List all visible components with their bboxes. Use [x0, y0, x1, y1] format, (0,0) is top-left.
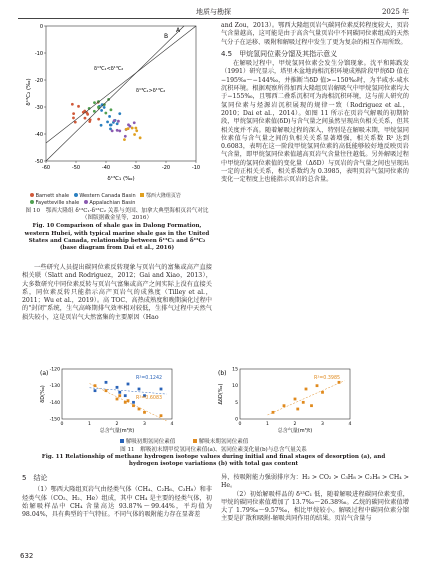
legend-initial: 解吸初期氢同位素值: [125, 439, 176, 445]
paragraph: 一些研究人员提出碳同位素反转现象与页岩气的富集或高产直接相关联（Slatt and Rodriguez，2012；Gai and Xiao，2013），大多数研究中同位素反转与页岩气富集或高产之间实际上没有直接关系，同位素反转只能指示高产页岩气的成熟度（Tilley et al.，2011；Wu et al.，2019）。高 TOC、高热成熟度和晚期演化过程中的"封闭"系统，生气高峰期排气效率相对较低，生排气过程中天然气损失较小，这是页岩气大然富集的主要原因（Hao: [22, 264, 212, 321]
data-point: [72, 117, 75, 120]
y-tick-label: -40: [34, 132, 43, 138]
y-tick-label: -30: [34, 105, 43, 111]
y-tick-label: -150: [49, 417, 60, 423]
data-point: [93, 110, 96, 113]
x-tick-label: -20: [161, 165, 171, 171]
x-tick-label: 1: [88, 422, 91, 427]
x-axis-label: 总含气量(m³/t): [99, 428, 135, 434]
y-tick-label: 0: [235, 417, 238, 423]
data-point: [310, 404, 313, 407]
y-tick-label: -140: [49, 400, 60, 406]
legend-barnett: Barnett shale: [35, 193, 70, 199]
data-point: [100, 124, 103, 127]
y-axis-label: ΔδD(‰): [218, 383, 224, 405]
data-point: [139, 136, 142, 139]
fig10-caption-en-wrap: [22, 223, 212, 252]
x-tick-label: -30: [131, 165, 141, 171]
data-point: [100, 109, 103, 112]
x-tick-label: 2: [115, 422, 119, 427]
data-point: [105, 389, 108, 392]
fig10-ylabel: δ¹³C₂ (‰): [26, 78, 32, 106]
data-point: [94, 384, 97, 387]
y-tick-label: 15: [232, 367, 238, 373]
data-point: [316, 384, 319, 387]
data-point: [116, 122, 119, 125]
x-tick-label: 3: [321, 422, 324, 427]
data-point: [133, 121, 136, 124]
fig11-caption: [30, 447, 397, 469]
x-tick-label: 2: [293, 422, 297, 427]
x-tick-label: 0: [60, 422, 64, 427]
data-point: [116, 129, 119, 132]
paragraph: （2）初始解吸样品的 δ¹³C₁ 低，随着解吸进程碳同位素变重，甲烷的碳同位素值增加了 13.7‰～26.38‰。乙烷的碳同位素值增大了 1.79‰～9.57‰，相比甲烷较小。解吸过程中碳同位素分馏主要是扩散和吸附-解吸共同作用的结果。页岩气含量与: [221, 490, 409, 523]
x-tick-label: -10: [191, 165, 201, 171]
section-heading: 4.5 甲烷氢同位素分馏及其指示意义: [221, 49, 338, 58]
data-point: [94, 389, 97, 392]
data-point: [118, 112, 121, 115]
y-tick-label: 5: [235, 400, 238, 406]
data-point: [283, 404, 286, 407]
data-point: [113, 119, 116, 122]
fig10-caption-en: Comparison of shale gas in Dalong Formation, western Hubei, with typical marine shale gas in the United States and Canada, relationship between δ¹³C₁ and δ¹³C₂ (base diagram from Dai et al., 2016): [24, 223, 210, 252]
y-tick-label: -50: [34, 159, 43, 165]
data-point: [118, 391, 121, 394]
label-a: A: [176, 27, 181, 34]
r2-annotation: R²=0.1242: [136, 376, 163, 381]
x-tick-label: -50: [71, 165, 81, 171]
data-point: [127, 383, 130, 386]
data-point: [111, 129, 114, 132]
legend-dot-icon: [84, 200, 88, 204]
x-tick-label: 4: [170, 422, 174, 427]
data-point: [296, 408, 299, 411]
section-heading: 5 结论: [22, 474, 48, 482]
legend-fayetteville: Fayetteville shale: [35, 200, 80, 206]
legend-square-icon: [120, 439, 124, 443]
legend-dot-icon: [30, 200, 34, 204]
x-tick-label: -40: [101, 165, 111, 171]
y-tick-label: -10: [34, 51, 43, 57]
fig10-legend: [30, 193, 220, 207]
data-point: [272, 411, 275, 414]
legend-dot-icon: [140, 193, 144, 197]
fig11-caption-en: Relationship of methane hydrogen isotope values during initial and final stages of desorption (a), and hydrogen isotope variations (b) with total gas content: [65, 454, 386, 468]
legend-dot-icon: [30, 193, 34, 197]
data-point: [106, 120, 109, 123]
data-point: [104, 112, 107, 115]
paragraph: and Zou，2013）。鄂西大隆组页岩气碳同位素反转程度较大，页岩气含量越高，这可能是由于高含气量页岩中不同碳同位素组成的天然气分子在运移、吸附和解吸过程中发生了更为复杂的相互作用所致。: [221, 22, 409, 46]
data-point: [138, 388, 141, 391]
data-point: [127, 399, 130, 402]
data-point: [124, 401, 127, 404]
legend-dot-icon: [74, 193, 78, 197]
data-point: [302, 401, 305, 404]
x-axis-label: 总含气量(m³/t): [277, 428, 313, 434]
fig11-legend: [120, 437, 248, 445]
fig10-chart: [24, 22, 204, 192]
right-column: [221, 22, 409, 185]
data-point: [132, 401, 135, 404]
data-point: [133, 133, 136, 136]
data-point: [135, 129, 138, 132]
label-b: B: [164, 33, 169, 40]
data-point: [132, 404, 135, 407]
data-point: [77, 105, 80, 108]
legend-final: 解吸末期氢同位素值: [198, 439, 249, 445]
data-point: [108, 115, 111, 118]
x-tick-label: -60: [41, 165, 51, 171]
data-point: [117, 120, 120, 123]
data-point: [123, 138, 126, 141]
y-tick-label: -130: [49, 384, 60, 390]
panel-label: (a): [40, 370, 49, 377]
data-point: [131, 127, 134, 130]
data-point: [97, 118, 100, 121]
data-point: [118, 394, 121, 397]
fig11-caption-en-wrap: [30, 454, 397, 468]
data-point: [93, 101, 96, 104]
data-point: [105, 381, 108, 384]
running-header: [18, 6, 409, 19]
fig10-caption: [22, 208, 212, 252]
x-tick-label: 1: [266, 422, 269, 427]
data-point: [294, 398, 297, 401]
fig11-caption-label: Fig. 11: [41, 454, 64, 461]
data-point: [72, 112, 75, 115]
trend-line: [268, 381, 345, 415]
x-tick-label: 3: [143, 422, 146, 427]
data-point: [124, 394, 127, 397]
data-point: [71, 103, 74, 106]
y-tick-label: -20: [34, 78, 43, 84]
r2-annotation: R²=0.3985: [314, 376, 341, 381]
x-tick-label: 0: [238, 422, 242, 427]
legend-dalong: 鄂西大隆组页岩: [145, 193, 181, 199]
data-point: [338, 381, 341, 384]
data-point: [134, 127, 137, 130]
journal-year: 2025 年: [381, 8, 409, 16]
y-tick-label: 10: [232, 384, 238, 390]
page-number: 632: [20, 552, 34, 560]
legend-square-icon: [193, 439, 197, 443]
data-point: [116, 398, 119, 401]
y-axis-label: δD(‰): [40, 385, 46, 403]
panel-label: (b): [218, 370, 227, 377]
data-point: [305, 388, 308, 391]
trend-line: [90, 388, 167, 394]
data-point: [321, 391, 324, 394]
data-point: [127, 123, 130, 126]
fig10-caption-cn: 图 10 鄂西大隆组 δ¹³C₁-δ¹³C₂ 关系与美国、加拿大典型海相页岩气对比（图版据戴金星等，2016）: [25, 208, 209, 222]
fig11-caption-cn: 图 11 解吸初末期甲烷氢同位素值(a)、氢同位素变化量(b)与总含气量关系: [120, 447, 307, 453]
r2-annotation: R²=0.6083: [136, 396, 163, 401]
y-tick-label: -120: [49, 367, 60, 373]
data-point: [103, 106, 106, 109]
x-tick-label: 4: [348, 422, 352, 427]
fig10-xlabel: δ¹³C₁ (‰): [107, 176, 135, 182]
conclusion-left: [22, 474, 212, 519]
fig11-chart: [40, 365, 390, 435]
data-point: [143, 411, 146, 414]
paragraph: 异，按吸附能力强弱排序为：H₂ > CO₂ > C₃H₈ > C₂H₆ > CH₄ > He。: [221, 474, 409, 490]
trend-line: [90, 384, 167, 421]
legend-wcb: Western Canada Basin: [79, 193, 136, 199]
paragraph: 在解吸过程中，甲烷氢同位素会发生分馏现象。沈平和陈践发（1991）研究显示，塔里木盆地海相沉积环境成熟阶段甲烷δD 值在−195‰～−144‰，并推断当δD 值>−150‰时，为半咸水-咸水沉积环境。根据观察所得加西大隆组页岩解吸气中甲烷氢同位素均大于−155‰，且鄂西二叠系沉积可为海相沉积环境，这与前人研究的氢同位素与烃源岩沉积展现的规律一致（Rodriguez et al.，2010；Dai et al.，2014）。如图 11 所示在页岩气解吸的初期阶段，甲烷氢同位素值(δD)与含气量之间虽然呈现出负相关关系，但其相关度并不高。随着解吸过程的深入，特别是在解吸末期，甲烷氢同位素值与含气量之间的负相关关系显著增强，相关系数 R² 达到 0.6083，表明在这一阶段甲烷氢同位素的高低能够较好地反映页岩气含量，即甲烷氢同位素值越高页岩气含量往往越低。另外解吸过程中甲烷的氢同位素值的变化量（ΔδD）与页岩的含气量之间也呈现出一定的正相关关系，相关系数约为 0.3985，表明页岩气氢同位素的变化一定程度上也能指示页岩的总含量。: [221, 60, 409, 184]
line-a: [46, 26, 196, 143]
region-label-2: δ¹³C₁>δ¹³C₂: [136, 88, 166, 94]
data-point: [127, 127, 130, 130]
conclusion-right: [221, 474, 409, 524]
data-point: [124, 135, 127, 138]
data-point: [116, 386, 119, 389]
data-point: [160, 388, 163, 391]
data-point: [110, 124, 113, 127]
data-point: [160, 414, 163, 417]
data-point: [118, 130, 121, 133]
region-label-1: δ¹³C₁<δ¹³C₂: [94, 66, 124, 72]
data-point: [138, 408, 141, 411]
data-point: [84, 117, 87, 120]
left-body-text: [22, 264, 212, 322]
paragraph: （1）鄂西大隆组页岩气由烃类气体（CH₄、C₂H₆、C₃H₈）和非烃类气体（CO₂、H₂、He）组成，其中 CH₄ 是主要的烃类气体，初始解吸样品中 CH₄ 含量高达 93.87%～99.44%，平均值为 98.04%，具有典型的干气特征。不同气体的吸附能力存在显著差: [22, 486, 212, 519]
y-tick-label: 0: [39, 24, 43, 30]
fig10-caption-label: Fig. 10: [32, 223, 55, 230]
data-point: [110, 108, 113, 111]
legend-appalachian: Appalachian Basin: [89, 200, 136, 206]
journal-name: 地质与勘探: [196, 8, 231, 16]
